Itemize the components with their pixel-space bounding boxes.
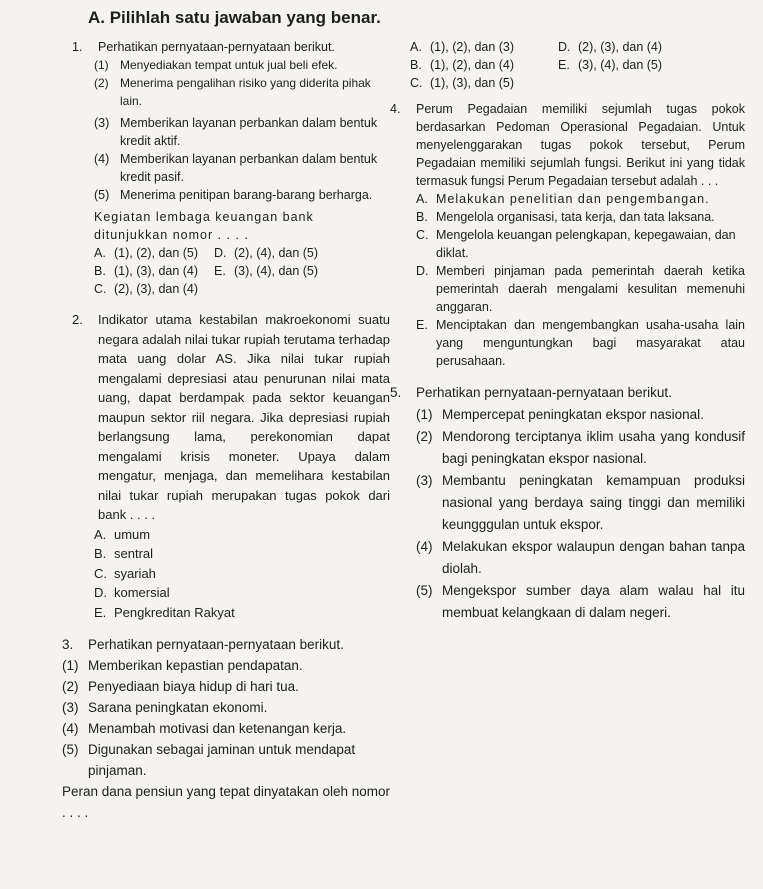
question-text: Indikator utama kestabilan makroekonomi suatu negara adalah nilai tukar rupiah terutama terhadap mata uang dolar AS. Jika nilai tukar rupiah mengalami depresiasi atau penurunan nilai mata uang, dapat berdampak pada sektor keuangan maupun sektor riil negara. Jika depresiasi rupiah berlangsung lama, perekonomian dapat mengalami krisis moneter. Upaya dalam mengatur, menjaga, dan memelihara kestabilan nilai tukar rupiah merupakan tugas pokok dari bank . . . . <box>98 312 390 522</box>
statement-item <box>416 470 745 536</box>
statement-text: Sarana peningkatan ekonomi. <box>88 700 268 715</box>
question-number: 3. <box>62 637 74 652</box>
question-number: 1. <box>72 40 83 54</box>
question-prompt: Peran dana pensiun yang tepat dinyatakan oleh nomor . . . . <box>62 784 390 820</box>
question-number: 5. <box>390 385 402 400</box>
statement-number: (5) <box>416 583 433 598</box>
option-a[interactable]: A. Melakukan penelitian dan pengembangan. <box>416 192 710 206</box>
statement-item <box>62 655 390 676</box>
statement-number: (5) <box>62 742 79 757</box>
option-c[interactable]: C. (2), (3), dan (4) <box>94 282 199 296</box>
statement-text: Mempercepat peningkatan ekspor nasional. <box>442 407 704 422</box>
statement-item <box>416 580 745 624</box>
option-e[interactable]: E. Pengkreditan Rakyat <box>94 604 235 620</box>
statement-number: (3) <box>94 116 110 130</box>
statement-item <box>416 426 745 470</box>
statement-number: (3) <box>62 700 79 715</box>
statement-number: (4) <box>94 152 110 166</box>
statement-text: Memberikan layanan perbankan dalam bentuk kredit pasif. <box>120 152 378 184</box>
option-a[interactable]: A. (1), (2), dan (5) <box>94 246 199 260</box>
left-column <box>62 38 390 823</box>
option-a[interactable]: A. umum <box>94 526 151 542</box>
statement-item <box>62 739 390 781</box>
statement-number: (3) <box>416 473 433 488</box>
option-a[interactable]: A. (1), (2), dan (3) <box>410 40 515 54</box>
option-d[interactable]: D. komersial <box>94 585 170 600</box>
answer-options <box>94 244 390 298</box>
statement-text: Memberikan layanan perbankan dalam bentuk kredit aktif. <box>120 116 378 148</box>
statement-item <box>94 150 390 186</box>
question-3 <box>62 634 390 823</box>
option-b[interactable]: B. (1), (3), dan (4) <box>94 264 199 278</box>
statement-number: (5) <box>94 188 110 202</box>
statement-item <box>416 536 745 580</box>
statement-item <box>94 114 390 150</box>
statement-text: Membantu peningkatan kemampuan produksi nasional yang berdaya saing tinggi dan memiliki keungggulan untuk ekspor. <box>442 473 745 532</box>
statement-item <box>94 186 390 204</box>
option-d[interactable]: D. (2), (3), dan (4) <box>558 40 663 54</box>
statement-item <box>62 718 390 739</box>
statement-item <box>94 74 390 110</box>
option-e[interactable]: E. (3), (4), dan (5) <box>214 264 319 278</box>
question-4 <box>390 100 745 370</box>
statement-number: (1) <box>62 658 79 673</box>
question-1-stem <box>72 38 390 56</box>
statement-text: Menerima penitipan barang-barang berharga. <box>120 188 373 202</box>
option-d[interactable]: D. (2), (4), dan (5) <box>214 246 319 260</box>
option-c[interactable]: C. (1), (3), dan (5) <box>410 76 515 90</box>
option-b[interactable]: B. Mengelola organisasi, tata kerja, dan tata laksana. <box>416 210 715 224</box>
statement-number: (2) <box>416 429 433 444</box>
option-e[interactable]: E. Menciptakan dan mengembangkan usaha-usaha lain yang menguntungkan bagi masyarakat atau perusahaan. <box>416 318 745 368</box>
option-d[interactable]: D. Memberi pinjaman pada pemerintah daerah ketika pemerintah daerah mengalami kesulitan memenuhi anggaran. <box>416 264 745 314</box>
question-text: Perhatikan pernyataan-pernyataan berikut. <box>88 637 344 652</box>
statement-text: Mendorong terciptanya iklim usaha yang kondusif bagi peningkatan ekspor nasional. <box>442 429 745 466</box>
question-5 <box>390 382 745 624</box>
statement-text: Menyediakan tempat untuk jual beli efek. <box>120 58 338 72</box>
statement-text: Penyediaan biaya hidup di hari tua. <box>88 679 299 694</box>
option-c[interactable]: C. syariah <box>94 565 156 581</box>
option-b[interactable]: B. sentral <box>94 546 154 561</box>
question-3-options <box>410 38 745 92</box>
right-column <box>390 38 745 624</box>
statement-item <box>62 697 390 718</box>
statement-item <box>62 676 390 697</box>
statement-text: Memberikan kepastian pendapatan. <box>88 658 303 673</box>
statement-text: Menerima pengalihan risiko yang diderita pihak lain. <box>120 76 371 108</box>
question-1 <box>72 38 390 298</box>
section-header: A. Pilihlah satu jawaban yang benar. <box>88 8 381 27</box>
statement-number: (2) <box>62 679 79 694</box>
statement-item <box>94 56 390 74</box>
statement-text: Digunakan sebagai jaminan untuk mendapat pinjaman. <box>88 742 356 778</box>
option-c[interactable]: C. Mengelola keuangan pelengkapan, kepegawaian, dan diklat. <box>416 228 736 260</box>
statement-item <box>416 404 745 426</box>
statement-text: Mengekspor sumber daya alam walau hal itu membuat kelangkaan di dalam negeri. <box>442 583 745 620</box>
option-e[interactable]: E. (3), (4), dan (5) <box>558 58 663 72</box>
question-number: 4. <box>390 102 401 116</box>
question-text: Perhatikan pernyataan-pernyataan berikut. <box>98 40 335 54</box>
question-number: 2. <box>72 312 83 327</box>
question-2 <box>72 310 390 622</box>
statement-number: (4) <box>416 539 433 554</box>
question-prompt: Kegiatan lembaga keuangan bank ditunjukkan nomor . . . . <box>94 210 314 242</box>
statement-text: Melakukan ekspor walaupun dengan bahan tanpa diolah. <box>442 539 745 576</box>
statement-number: (4) <box>62 721 79 736</box>
question-text: Perhatikan pernyataan-pernyataan berikut. <box>416 385 672 400</box>
question-text: Perum Pegadaian memiliki sejumlah tugas pokok berdasarkan Pedoman Operasional Pegadaian. Untuk menyelenggarakan tugas pokok tersebut, Perum Pegadaian memiliki sejumlah fungsi. Berikut ini yang tidak termasuk fungsi Perum Pegadaian tersebut adalah . . . <box>416 102 745 188</box>
statement-number: (1) <box>416 407 433 422</box>
statement-number: (1) <box>94 58 109 72</box>
statement-number: (2) <box>94 76 109 90</box>
option-b[interactable]: B. (1), (2), dan (4) <box>410 58 515 72</box>
statement-text: Menambah motivasi dan ketenangan kerja. <box>88 721 347 736</box>
